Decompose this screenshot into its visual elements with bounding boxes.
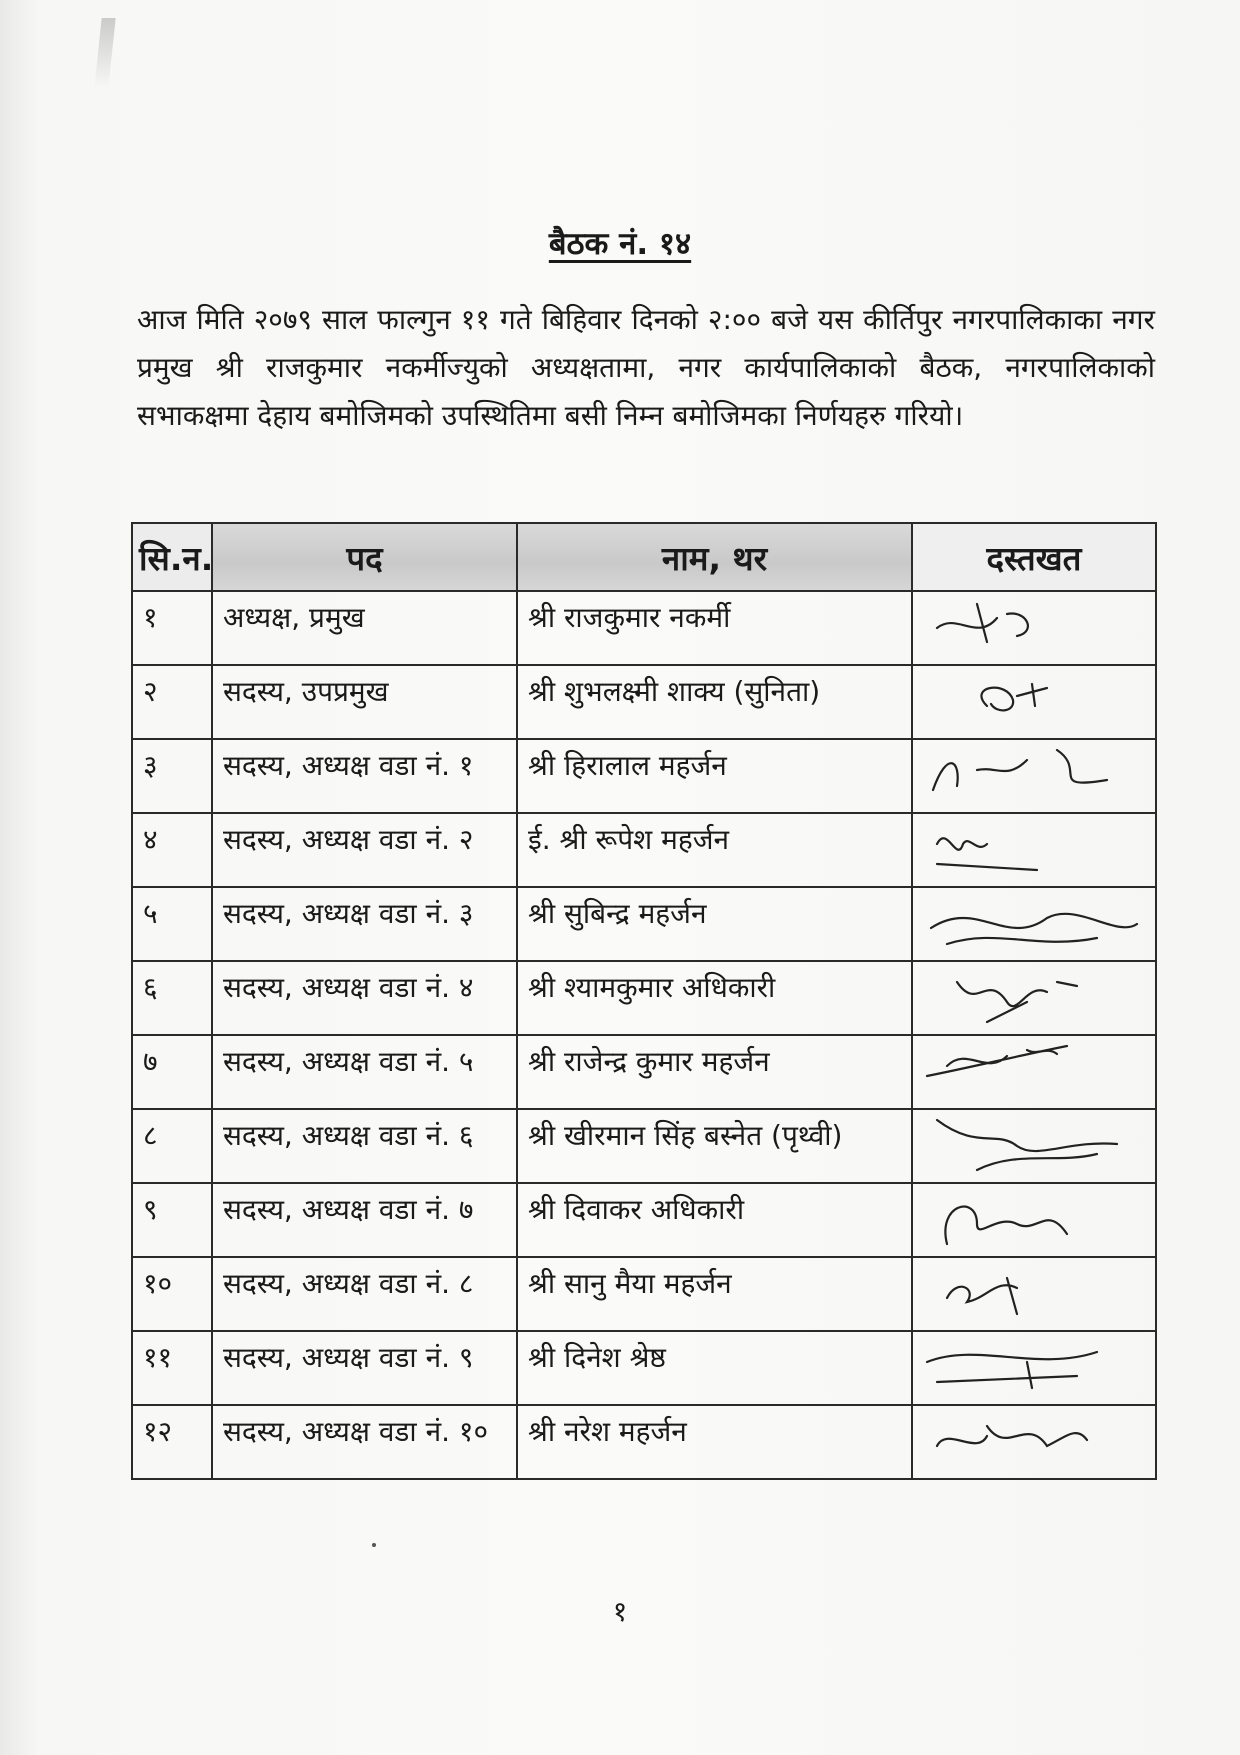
row-signature (912, 1183, 1156, 1257)
intro-paragraph: आज मिति २०७९ साल फाल्गुन ११ गते बिहिवार दिनको २:०० बजे यस कीर्तिपुर नगरपालिकाका नगर प्रमुख श्री राजकुमार नकर्मीज्युको अध्यक्षतामा, नगर कार्यपालिकाको बैठक, नगरपालिकाको सभाकक्षमा देहाय बमोजिमको उपस्थितिमा बसी निम्न बमोजिमका निर्णयहरु गरियो। (137, 303, 1155, 432)
table-row (132, 1331, 1156, 1405)
table-row (132, 739, 1156, 813)
row-post: सदस्य, अध्यक्ष वडा नं. १० (212, 1405, 517, 1479)
header-signature: दस्तखत (912, 523, 1156, 591)
table-row (132, 1035, 1156, 1109)
row-serial: १ (132, 591, 212, 665)
row-post: सदस्य, अध्यक्ष वडा नं. ९ (212, 1331, 517, 1405)
row-serial: ४ (132, 813, 212, 887)
table-row (132, 887, 1156, 961)
row-post: सदस्य, अध्यक्ष वडा नं. १ (212, 739, 517, 813)
handwritten-signature (917, 1184, 1151, 1252)
handwritten-signature (917, 740, 1151, 808)
table-row (132, 665, 1156, 739)
row-name: श्री राजकुमार नकर्मी (517, 591, 912, 665)
row-name: श्री दिनेश श्रेष्ठ (517, 1331, 912, 1405)
handwritten-signature (917, 814, 1151, 882)
row-signature (912, 665, 1156, 739)
row-post: सदस्य, अध्यक्ष वडा नं. ४ (212, 961, 517, 1035)
page-number: १ (612, 1595, 628, 1628)
handwritten-signature (917, 1036, 1151, 1104)
row-name: श्री श्यामकुमार अधिकारी (517, 961, 912, 1035)
row-signature (912, 1109, 1156, 1183)
handwritten-signature (917, 1332, 1151, 1400)
row-name: श्री हिरालाल महर्जन (517, 739, 912, 813)
row-signature (912, 591, 1156, 665)
row-post: सदस्य, अध्यक्ष वडा नं. ६ (212, 1109, 517, 1183)
row-serial: ५ (132, 887, 212, 961)
row-serial: ८ (132, 1109, 212, 1183)
row-signature (912, 1331, 1156, 1405)
scan-edge-mark (94, 18, 115, 88)
row-signature (912, 739, 1156, 813)
row-name: श्री सानु मैया महर्जन (517, 1257, 912, 1331)
row-signature (912, 813, 1156, 887)
handwritten-signature (917, 1406, 1151, 1474)
handwritten-signature (917, 962, 1151, 1030)
row-serial: १२ (132, 1405, 212, 1479)
row-signature (912, 1405, 1156, 1479)
row-post: सदस्य, अध्यक्ष वडा नं. २ (212, 813, 517, 887)
row-post: सदस्य, अध्यक्ष वडा नं. ३ (212, 887, 517, 961)
row-post: सदस्य, अध्यक्ष वडा नं. ८ (212, 1257, 517, 1331)
handwritten-signature (917, 1110, 1151, 1178)
row-serial: २ (132, 665, 212, 739)
handwritten-signature (917, 592, 1151, 660)
row-serial: ११ (132, 1331, 212, 1405)
row-post: सदस्य, उपप्रमुख (212, 665, 517, 739)
table-header-row (132, 523, 1156, 591)
row-name: श्री खीरमान सिंह बस्नेत (पृथ्वी) (517, 1109, 912, 1183)
row-post: सदस्य, अध्यक्ष वडा नं. ५ (212, 1035, 517, 1109)
row-signature (912, 887, 1156, 961)
table-row (132, 1183, 1156, 1257)
row-name: श्री दिवाकर अधिकारी (517, 1183, 912, 1257)
table-row (132, 1405, 1156, 1479)
handwritten-signature (917, 1258, 1151, 1326)
row-signature (912, 961, 1156, 1035)
row-name: ई. श्री रूपेश महर्जन (517, 813, 912, 887)
header-name: नाम, थर (517, 523, 912, 591)
row-serial: ३ (132, 739, 212, 813)
row-name: श्री नरेश महर्जन (517, 1405, 912, 1479)
handwritten-signature (917, 666, 1151, 734)
table-row (132, 1109, 1156, 1183)
row-signature (912, 1035, 1156, 1109)
header-post: पद (212, 523, 517, 591)
row-signature (912, 1257, 1156, 1331)
table-row (132, 591, 1156, 665)
handwritten-signature (917, 888, 1151, 956)
row-serial: ७ (132, 1035, 212, 1109)
table-row (132, 961, 1156, 1035)
row-name: श्री राजेन्द्र कुमार महर्जन (517, 1035, 912, 1109)
row-post: सदस्य, अध्यक्ष वडा नं. ७ (212, 1183, 517, 1257)
row-post: अध्यक्ष, प्रमुख (212, 591, 517, 665)
header-serial: सि.न. (132, 523, 212, 591)
table-row (132, 813, 1156, 887)
row-serial: १० (132, 1257, 212, 1331)
table-row (132, 1257, 1156, 1331)
meeting-title: बैठक नं. १४ (548, 226, 692, 262)
row-serial: ६ (132, 961, 212, 1035)
row-serial: ९ (132, 1183, 212, 1257)
row-name: श्री सुबिन्द्र महर्जन (517, 887, 912, 961)
row-name: श्री शुभलक्ष्मी शाक्य (सुनिता) (517, 665, 912, 739)
attendance-table (131, 522, 1157, 1480)
scan-speck (372, 1543, 376, 1547)
